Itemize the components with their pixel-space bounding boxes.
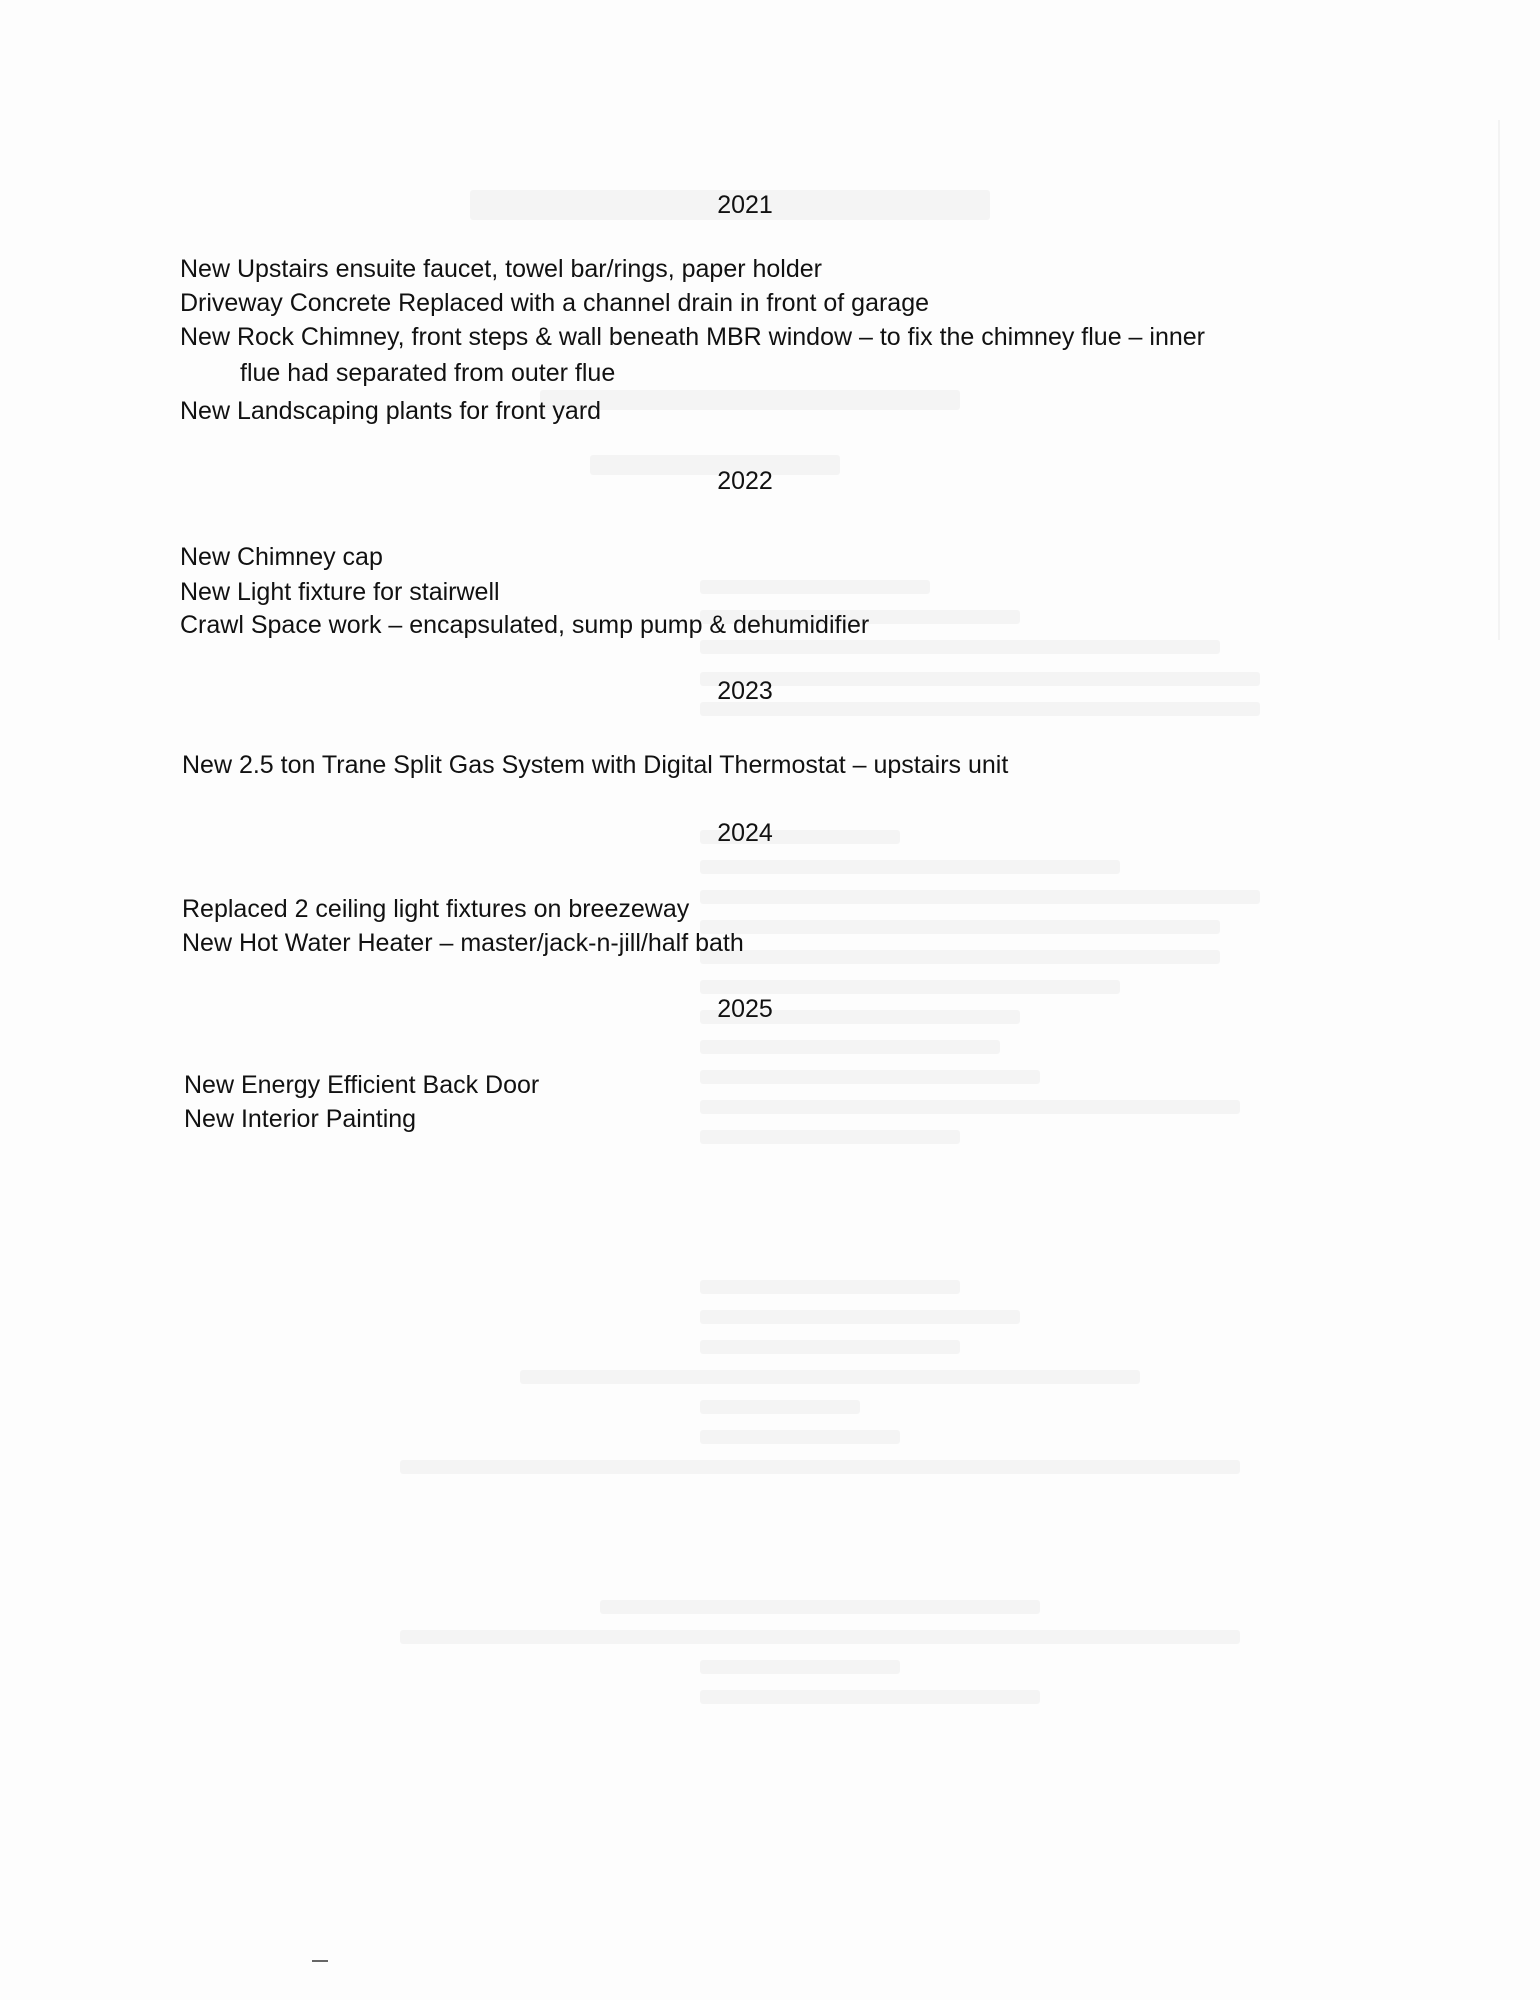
year-heading-2024: 2024 (717, 819, 773, 847)
list-item: New Light fixture for stairwell (180, 578, 500, 606)
list-item: New 2.5 ton Trane Split Gas System with Digital Thermostat – upstairs unit (182, 751, 1009, 779)
list-item: New Chimney cap (180, 543, 383, 571)
year-heading-2021: 2021 (717, 191, 773, 219)
scan-mark (312, 1960, 328, 1962)
list-item: New Upstairs ensuite faucet, towel bar/rings, paper holder (180, 255, 822, 283)
year-heading-2023: 2023 (717, 677, 773, 705)
year-heading-2025: 2025 (717, 995, 773, 1023)
scan-edge-line (1498, 120, 1500, 640)
list-item: Crawl Space work – encapsulated, sump pump & dehumidifier (180, 611, 870, 639)
list-item: New Landscaping plants for front yard (180, 397, 602, 425)
list-item: Driveway Concrete Replaced with a channel drain in front of garage (180, 289, 930, 317)
year-heading-2022: 2022 (717, 467, 773, 495)
list-item: New Energy Efficient Back Door (184, 1071, 540, 1099)
list-item: New Rock Chimney, front steps & wall beneath MBR window – to fix the chimney flue – inner (180, 323, 1205, 351)
list-item-continuation: flue had separated from outer flue (240, 359, 616, 387)
list-item: Replaced 2 ceiling light fixtures on breezeway (182, 895, 690, 923)
list-item: New Hot Water Heater – master/jack-n-jill/half bath (182, 929, 744, 957)
list-item: New Interior Painting (184, 1105, 417, 1133)
